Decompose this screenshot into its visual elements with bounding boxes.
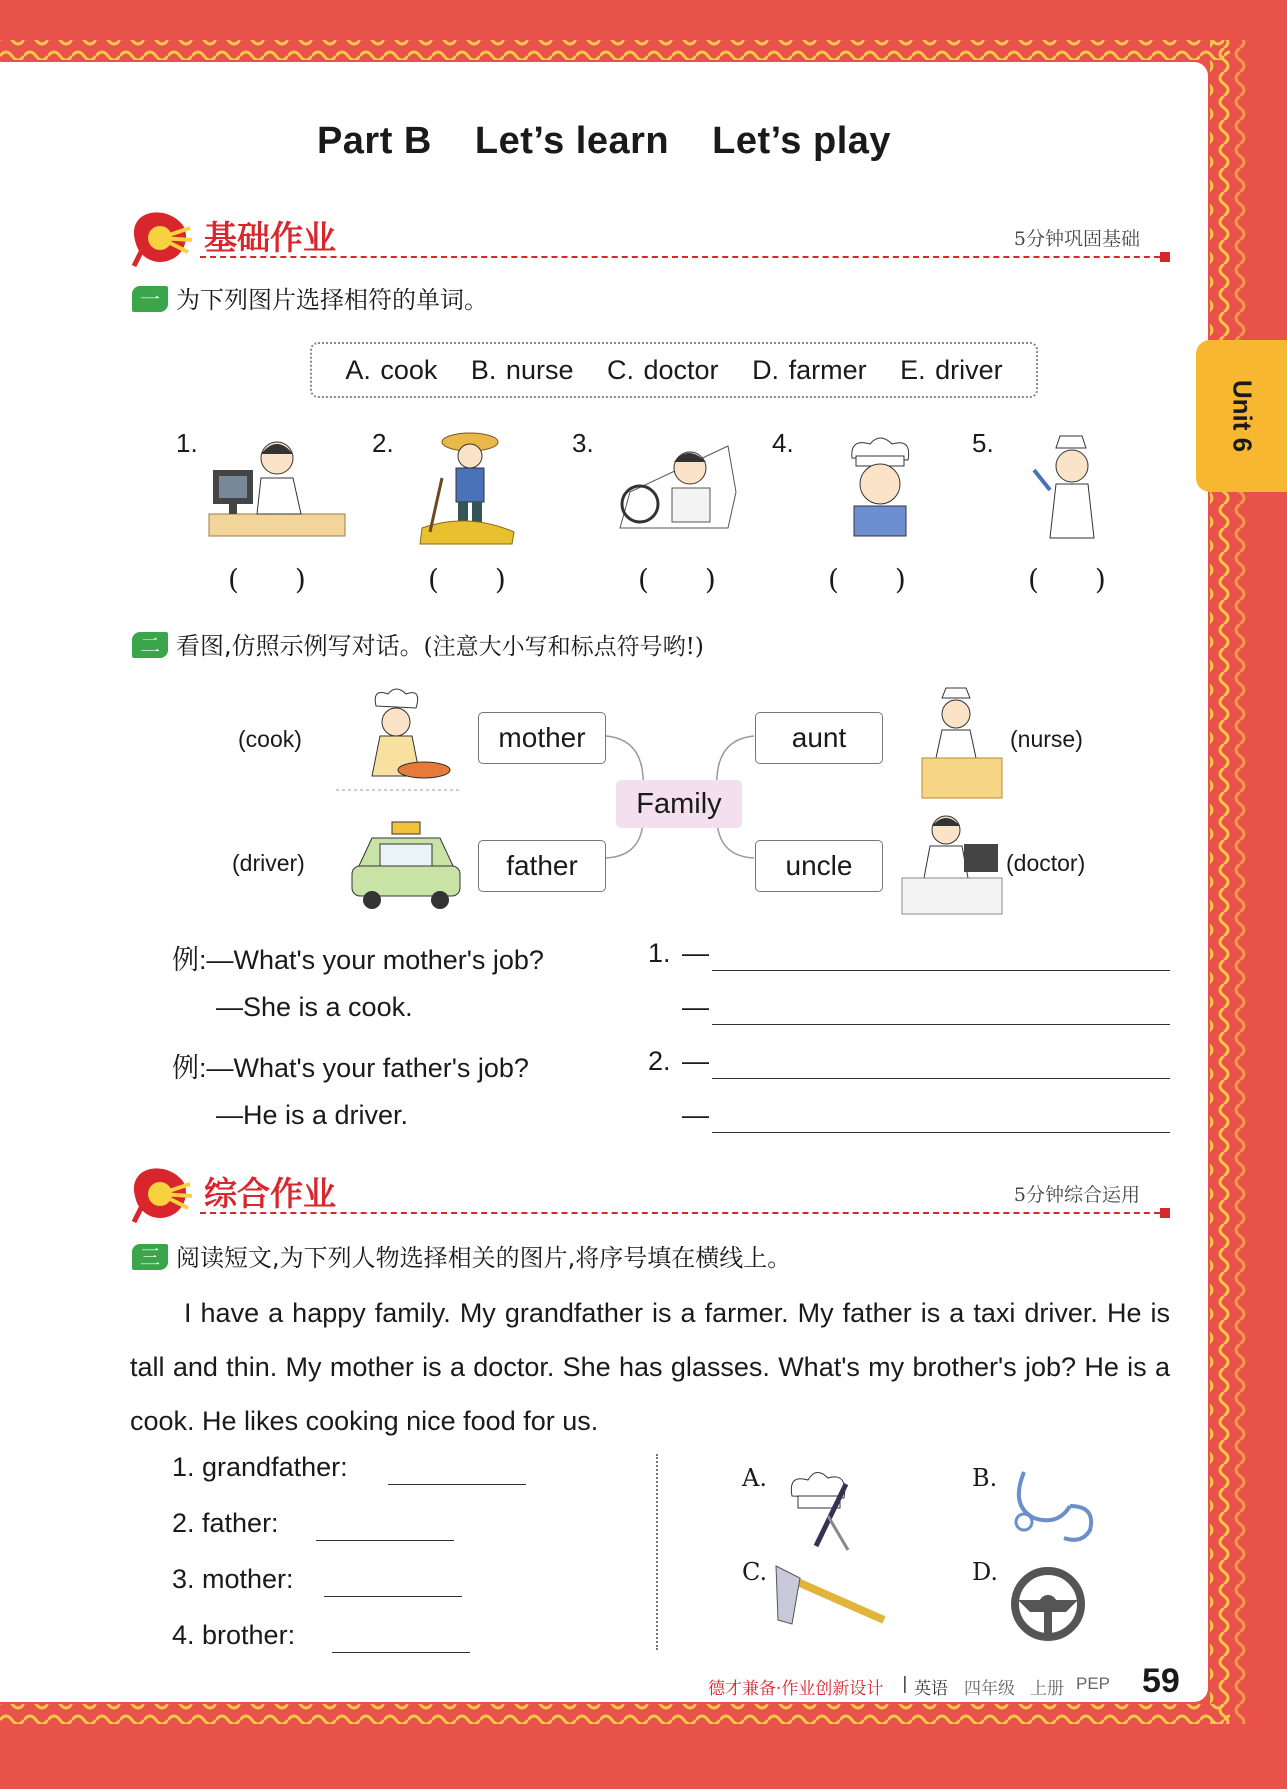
q2-number-badge: 二 [132,632,168,658]
divider-end-dot [1160,1208,1170,1218]
flag-icon [130,210,196,268]
column-divider [656,1454,658,1650]
fill-line[interactable] [324,1596,462,1597]
doctor-uncle-illustration [900,808,1004,918]
q1-number-badge: 一 [132,286,168,312]
reading-passage-text: I have a happy family. My grandfather is a farmer. My father is a taxi driver. He is tall and thin. My mother is a doctor. She has glasses. What's my brother's job? He is a cook. He likes cooking nice food for us. [130,1298,1170,1436]
section-basic-hint: 5分钟巩固基础 [1013,228,1140,250]
picture-number: 3. [572,428,594,458]
example-question-1: 例:—What's your mother's job? [172,945,544,975]
section-comprehensive-hint: 5分钟综合运用 [1013,1184,1140,1206]
job-label-doctor: (doctor) [1006,850,1086,876]
section-divider [200,1212,1170,1214]
answer-number: 2. [648,1046,671,1076]
title-play: Let’s play [712,120,892,162]
fill-label-grandfather: 1. grandfather: [172,1452,348,1482]
word-option: E. driver [900,355,1003,385]
answer-dash: — [682,938,709,968]
family-center-node: Family [616,780,742,828]
fill-line[interactable] [332,1652,470,1653]
option-letter: B. [972,1464,998,1492]
q1-instruction [132,280,488,315]
section-divider [200,256,1170,258]
answer-number: 1. [648,938,671,968]
picture-number: 1. [176,428,198,458]
example-answer-2: —He is a driver. [216,1100,409,1130]
answer-dash: — [682,1046,709,1076]
option-letter: C. [742,1558,768,1586]
section-comprehensive-header [130,1166,1170,1222]
answer-line[interactable] [712,1024,1170,1025]
q3-instruction [132,1238,791,1273]
stethoscope-icon [1004,1466,1098,1546]
fill-line[interactable] [388,1484,526,1485]
footer-grade: 四年级 [964,1679,1015,1699]
family-member-aunt: aunt [755,712,883,764]
option-letter: D. [972,1558,999,1586]
word-option: C. doctor [607,355,719,385]
answer-blank[interactable]: ( ) [638,563,716,596]
nurse-aunt-illustration [912,684,1008,800]
family-member-mother: mother [478,712,606,764]
page-title [0,120,1208,163]
hoe-icon [770,1560,890,1632]
footer-subject: 英语 [914,1679,948,1699]
job-label-driver: (driver) [232,850,305,876]
answer-line[interactable] [712,1078,1170,1079]
answer-dash: — [682,1100,709,1130]
picture-number: 5. [972,428,994,458]
example-question-2: 例:—What's your father's job? [172,1053,529,1083]
reading-passage [130,1286,1170,1448]
word-option: B. nurse [470,355,574,385]
example-answer-1: —She is a cook. [216,992,413,1022]
cook-mother-illustration [332,684,466,794]
picture-number: 2. [372,428,394,458]
footer-term: 上册 [1030,1679,1064,1699]
title-part: Part B [316,120,432,162]
steering-wheel-icon [1010,1566,1086,1642]
taxi-illustration [346,820,466,912]
nurse-illustration [1020,430,1120,540]
unit-tab[interactable] [1196,340,1287,492]
fill-line[interactable] [316,1540,454,1541]
footer-divider: | [902,1674,908,1694]
doctor-illustration [205,430,349,542]
section-comprehensive-title: 综合作业 [204,1174,336,1213]
flag-icon [130,1166,196,1224]
chef-hat-utensils-icon [782,1466,862,1552]
farmer-illustration [412,428,522,546]
answer-blank[interactable]: ( ) [1028,563,1106,596]
picture-number: 4. [772,428,794,458]
divider-end-dot [1160,252,1170,262]
fill-label-mother: 3. mother: [172,1564,294,1594]
answer-line[interactable] [712,970,1170,971]
q1-instruction-text: 为下列图片选择相符的单词。 [176,286,488,314]
page-number: 59 [1142,1662,1180,1700]
answer-blank[interactable]: ( ) [228,563,306,596]
job-label-cook: (cook) [238,726,302,752]
word-option: A. cook [345,355,438,385]
section-basic-title: 基础作业 [204,218,336,257]
cook-illustration [830,432,930,538]
title-learn: Let’s learn [474,120,670,162]
fill-label-father: 2. father: [172,1508,279,1538]
word-option: D. farmer [752,355,867,385]
driver-illustration [610,432,740,536]
answer-line[interactable] [712,1132,1170,1133]
fill-label-brother: 4. brother: [172,1620,296,1650]
section-basic-header [130,210,1170,266]
option-letter: A. [742,1464,767,1492]
footer-edition: PEP [1076,1674,1111,1693]
answer-blank[interactable]: ( ) [828,563,906,596]
q2-instruction-note: (注意大小写和标点符号哟!) [423,634,704,660]
answer-blank[interactable]: ( ) [428,563,506,596]
family-member-father: father [478,840,606,892]
q2-instruction [132,626,704,661]
job-label-nurse: (nurse) [1010,726,1083,752]
word-bank [310,342,1038,398]
q2-instruction-text: 看图,仿照示例写对话。 [176,632,424,660]
footer-series: 德才兼备·作业创新设计 [708,1679,884,1699]
q3-instruction-text: 阅读短文,为下列人物选择相关的图片,将序号填在横线上。 [176,1244,792,1272]
q3-number-badge: 三 [132,1244,168,1270]
family-member-uncle: uncle [755,840,883,892]
unit-tab-label: Unit 6 [1227,379,1257,453]
answer-dash: — [682,992,709,1022]
